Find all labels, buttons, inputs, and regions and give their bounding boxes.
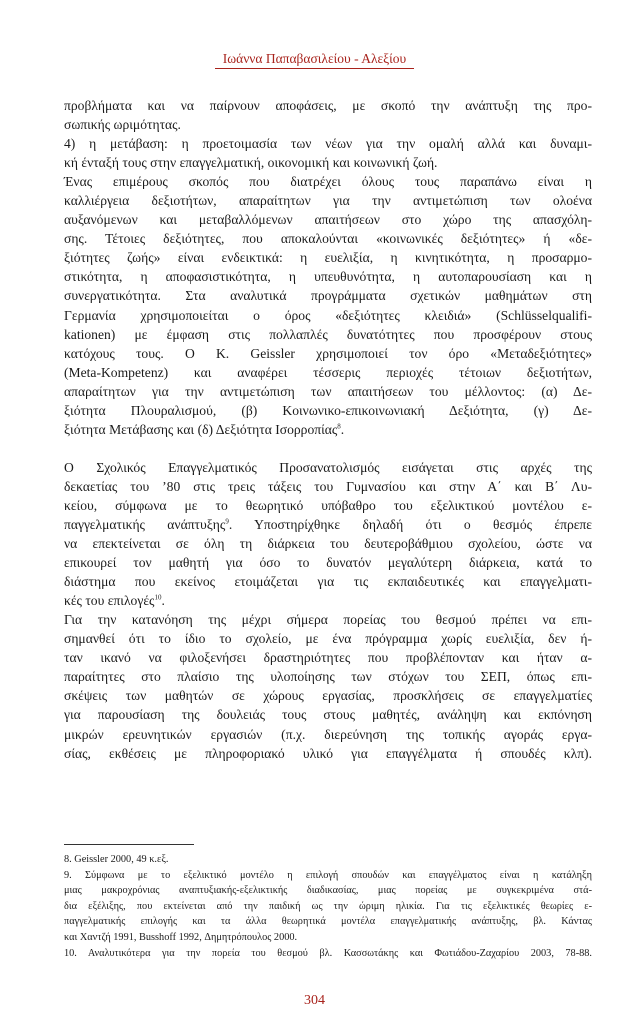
body-line	[64, 515, 592, 534]
body-line	[64, 401, 592, 420]
body-line-text: καλλιέργεια δεξιοτήτων, απαραίτητων για την αντιμετώπιση των ολοένα	[64, 193, 592, 209]
footnote-line	[64, 946, 592, 962]
body-line-text: ξιότητα Πλουραλισμού, (β) Κοινωνικο-επικοινωνιακή Δεξιότητα, (γ) Δε-	[64, 402, 592, 418]
body-line	[64, 267, 592, 286]
body-line-text: επικουρεί τον μαθητή για όσο το δυνατόν μεγαλύτερη διάρκεια, κατά το	[64, 555, 592, 571]
body-line-text: Ο Σχολικός Επαγγελματικός Προσανατολισμός εισάγεται στις αρχές της	[64, 459, 592, 475]
body-line	[64, 686, 592, 705]
body-line	[64, 210, 592, 229]
body-line	[64, 477, 592, 496]
body-line	[64, 648, 592, 667]
footnote-line-text: 8. Geissler 2000, 49 κ.εξ.	[64, 854, 169, 865]
body-line	[64, 420, 592, 439]
footnote-line	[64, 914, 592, 930]
body-line	[64, 96, 592, 115]
body-line-text: ξιότητα Μετάβασης και (δ) Δεξιότητα Ισορροπίας	[64, 421, 338, 437]
body-line-text: προβλήματα και να παίρνουν αποφάσεις, με σκοπό την ανάπτυξη της προ-	[64, 98, 592, 113]
body-line-text: κές του επιλογές	[64, 593, 155, 609]
body-line-text: δεκαετίας του ’80 στις τρεις τάξεις του Γυμνασίου και στην Α΄ και Β΄ Λυ-	[64, 478, 592, 494]
footnote-line-text: δια εξέλιξης, που εκτείνεται από την παιδική ως την ώριμη ηλικία. Για τις εξελικτικές θεωρίες ε-	[64, 900, 592, 912]
body-line	[64, 172, 592, 191]
body-line-text: σης. Τέτοιες δεξιότητες, που αποκαλούνται «κοινωνικές δεξιότητες» ή «δε-	[64, 231, 592, 247]
body-line	[64, 610, 592, 629]
footnote-marker: 9	[225, 517, 229, 526]
body-line-text: Ένας επιμέρους σκοπός που διατρέχει όλους τους παραπάνω είναι η	[64, 174, 592, 190]
footnote-line	[64, 868, 592, 884]
body-line-text: στικότητα, η αποφασιστικότητα, η υπευθυνότητα, η αυτοπαρουσίαση και η	[64, 269, 592, 285]
footnote-line	[64, 852, 592, 868]
body-line	[64, 191, 592, 210]
body-line	[64, 705, 592, 724]
body-line	[64, 629, 592, 648]
body-line	[64, 496, 592, 515]
body-line-text: σημανθεί ότι το ίδιο το σχολείο, με ένα πρόγραμμα χωρίς ευελιξία, δεν ή-	[64, 631, 592, 647]
body-line-text: παγγελματικής ανάπτυξης	[64, 516, 226, 532]
body-line	[64, 744, 592, 763]
body-line	[64, 591, 592, 610]
body-line-text: kationen) με έμφαση στις πολλαπλές δυνατότητες που προσφέρουν στους	[64, 326, 592, 342]
body-line-tail: . Υποστηρίχθηκε δηλαδή ότι ο θεσμός έπρεπε	[228, 516, 593, 532]
body-line	[64, 725, 592, 744]
footnote-line	[64, 899, 592, 915]
body-line-text: συνεργατικότητα. Στα αναλυτικά προγράμματα σχετικών μαθημάτων στη	[64, 288, 592, 304]
body-line-text: ξιότητες ζωής» είναι ενδεικτικά: η ευελιξία, η κινητικότητα, η προσαρμο-	[64, 250, 592, 266]
body-line-text: για παρουσίαση της δουλειάς τους στους μαθητές, ανάληψη και εκπόνηση	[64, 707, 592, 723]
body-line-text: κατόχους τους. Ο K. Geissler χρησιμοποιεί τον όρο «Μεταδεξιότητες»	[64, 345, 592, 361]
body-line	[64, 572, 592, 591]
running-title: Ιωάννα Παπαβασιλείου - Αλεξίου	[215, 51, 415, 69]
footnotes	[64, 852, 592, 961]
footnote-line-text: και Χαντζή 1991, Busshoff 1992, Δημητρόπουλος 2000.	[64, 931, 298, 943]
body-line	[64, 134, 592, 153]
footnote-marker: 8	[337, 422, 341, 431]
body-line-text: Γερμανία χρησιμοποιείται ο όρος «δεξιότητες κλειδιά» (Schlüsselqualifi-	[64, 307, 592, 323]
body-line	[64, 229, 592, 248]
body-line	[64, 344, 592, 363]
body-line-text: κή ένταξή τους στην επαγγελματική, οικονομική και κοινωνική ζωή.	[64, 155, 438, 171]
body-line-text: κείου, σύμφωνα με το θεωρητικό υπόβαθρο του εξελικτικού μοντέλου ε-	[64, 497, 592, 513]
footnote-line-text: μιας μακροχρόνιας αναπτυξιακής-εξελικτικής διαδικασίας, μιας πορείας με συγκεκριμένα στά-	[64, 885, 592, 897]
body-line-text: σκέψεις των μαθητών σε χώρους εργασίας, προσκλήσεις σε επαγγελματίες	[64, 688, 592, 704]
body-line-text: μικρών ερευνητικών εργασιών (π.χ. διερεύνηση της τοπικής αγοράς εργα-	[64, 726, 592, 742]
body-line	[64, 553, 592, 572]
body-line-text: ταν ικανό να φιλοξενήσει δραστηριότητες που προβλέπονταν και ήταν α-	[64, 650, 592, 666]
footnote-line-text: 10. Αναλυτικότερα για την πορεία του θεσμού βλ. Κασσωτάκης και Φωτιάδου-Ζαχαρίου 2003, 78-88.	[64, 947, 592, 959]
body-line-tail: .	[161, 593, 165, 609]
running-header	[0, 50, 629, 69]
paragraph-gap	[64, 439, 592, 458]
body-line-tail: .	[340, 421, 345, 437]
footnote-line-text: παγγελματικής επιλογής και τα άλλα θεωρητικά μοντέλα επαγγελματικής ανάπτυξης, βλ. Κάντας	[64, 916, 592, 928]
body-line-text: (Meta-Kompetenz) και αναφέρει τέσσερις περιοχές τέτοιων δεξιοτήτων,	[64, 364, 592, 380]
body-text	[64, 96, 592, 763]
body-line-text: διάστημα που εκείνος ετοιμάζεται για τις εκπαιδευτικές και επαγγελματι-	[64, 574, 592, 590]
body-line-text: Για την κατανόηση της μέχρι σήμερα πορείας του θεσμού πρέπει να επι-	[64, 612, 592, 628]
footnote-line-text: 9. Σύμφωνα με το εξελικτικό μοντέλο η επιλογή σπουδών και επαγγέλματος είναι η κατάληξη	[64, 869, 592, 881]
body-line	[64, 534, 592, 553]
footnote-line	[64, 883, 592, 899]
body-line	[64, 286, 592, 305]
footnote-marker: 10	[154, 593, 162, 602]
footnote-divider	[64, 844, 194, 845]
body-line-text: αυξανόμενων και μεταβαλλόμενων απαιτήσεων στο χώρο της απασχόλη-	[64, 212, 592, 228]
body-line-text: απαραίτητων για την αντιμετώπιση των απαιτήσεων του μέλλοντος: (α) Δε-	[64, 383, 592, 399]
body-line	[64, 382, 592, 401]
body-line	[64, 306, 592, 325]
body-line-text: παραίτητες στο πλαίσιο της υλοποίησης των στόχων του ΣΕΠ, όπως επι-	[64, 669, 592, 685]
page-number: 304	[304, 993, 325, 1008]
body-line	[64, 153, 592, 172]
body-line	[64, 115, 592, 134]
body-line	[64, 667, 592, 686]
body-line-text: σωπικής ωριμότητας.	[64, 117, 181, 133]
body-line	[64, 248, 592, 267]
body-line-text: 4) η μετάβαση: η προετοιμασία των νέων για την ομαλή αλλά και δυναμι-	[64, 136, 592, 152]
footnote-line	[64, 930, 592, 946]
body-line-text: να επεκτείνεται σε όλη τη διάρκεια του δευτεροβάθμιου σχολείου, ώστε να	[64, 536, 592, 552]
body-line	[64, 325, 592, 344]
body-line	[64, 458, 592, 477]
body-line	[64, 363, 592, 382]
body-line-text: σίας, εκθέσεις με πληροφοριακό υλικό για επαγγέλματα ή σπουδές κλπ).	[64, 745, 592, 761]
